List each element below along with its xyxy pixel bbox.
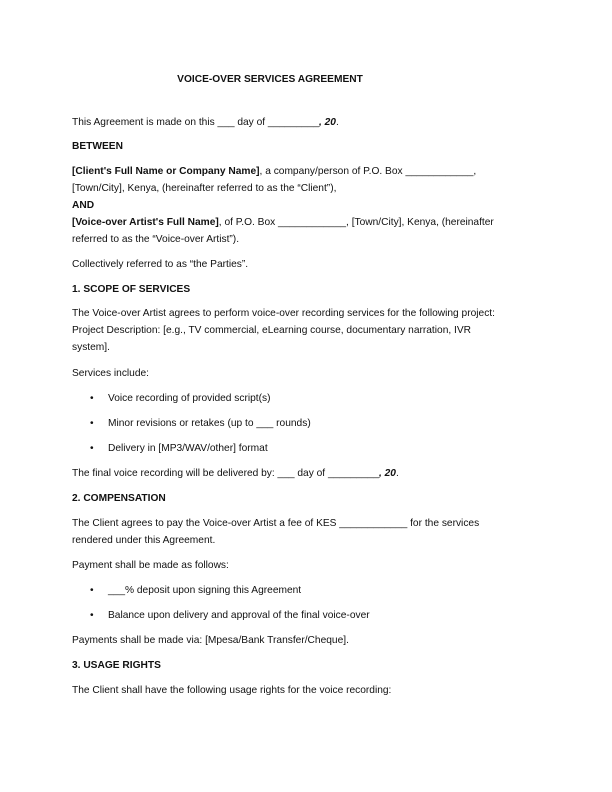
scope-para-line-3: system].: [72, 342, 110, 353]
client-name: [Client's Full Name or Company Name]: [72, 166, 260, 177]
delivery-prefix: The final voice recording will be delivered by: ___ day of _________: [72, 468, 379, 479]
delivery-year: , 20: [378, 468, 396, 479]
bullet-marker: •: [90, 585, 94, 596]
artist-line-2: referred to as the “Voice-over Artist”).: [72, 234, 240, 245]
scope-para-line-1: The Voice-over Artist agrees to perform voice-over recording services for the following project:: [72, 308, 495, 319]
intro-suffix: .: [335, 117, 339, 128]
section-2-heading: 2. COMPENSATION: [72, 493, 166, 504]
client-line-1-rest: , a company/person of P.O. Box ____________,: [259, 166, 477, 177]
payment-label: Payment shall be made as follows:: [72, 560, 229, 571]
delivery-line: [72, 467, 399, 480]
client-line-1: [72, 165, 476, 178]
section-3-heading: 3. USAGE RIGHTS: [72, 660, 161, 671]
payment-via-line: Payments shall be made via: [Mpesa/Bank Transfer/Cheque].: [72, 635, 349, 646]
services-bullet-2: Minor revisions or retakes (up to ___ rounds): [108, 418, 311, 429]
usage-para: The Client shall have the following usage rights for the voice recording:: [72, 685, 392, 696]
delivery-suffix: .: [395, 468, 399, 479]
client-line-2: [Town/City], Kenya, (hereinafter referred to as the “Client”),: [72, 183, 337, 194]
compensation-para-line-1: The Client agrees to pay the Voice-over Artist a fee of KES ____________ for the services: [72, 518, 480, 529]
intro-year: , 20: [318, 117, 336, 128]
section-1-heading: 1. SCOPE OF SERVICES: [72, 284, 191, 295]
payment-bullet-2: Balance upon delivery and approval of the final voice-over: [108, 610, 370, 621]
services-bullet-1: Voice recording of provided script(s): [108, 393, 271, 404]
document-title: VOICE-OVER SERVICES AGREEMENT: [177, 74, 363, 85]
services-label: Services include:: [72, 368, 150, 379]
bullet-marker: •: [90, 443, 94, 454]
intro-prefix: This Agreement is made on this ___ day of _________: [72, 117, 319, 128]
intro-line: [72, 116, 339, 129]
artist-line-1: [72, 216, 494, 229]
collectively-line: Collectively referred to as “the Parties”.: [72, 259, 249, 270]
payment-bullet-1: ___% deposit upon signing this Agreement: [108, 585, 302, 596]
bullet-marker: •: [90, 393, 94, 404]
scope-para-line-2: Project Description: [e.g., TV commercial, eLearning course, documentary narration, IVR: [72, 325, 471, 336]
and-label: AND: [72, 200, 95, 211]
artist-line-1-rest: , of P.O. Box ____________, [Town/City], Kenya, (hereinafter: [218, 217, 494, 228]
between-label: BETWEEN: [72, 141, 123, 152]
bullet-marker: •: [90, 418, 94, 429]
services-bullet-3: Delivery in [MP3/WAV/other] format: [108, 443, 268, 454]
bullet-marker: •: [90, 610, 94, 621]
compensation-para-line-2: rendered under this Agreement.: [72, 535, 216, 546]
artist-name: [Voice-over Artist's Full Name]: [72, 217, 219, 228]
